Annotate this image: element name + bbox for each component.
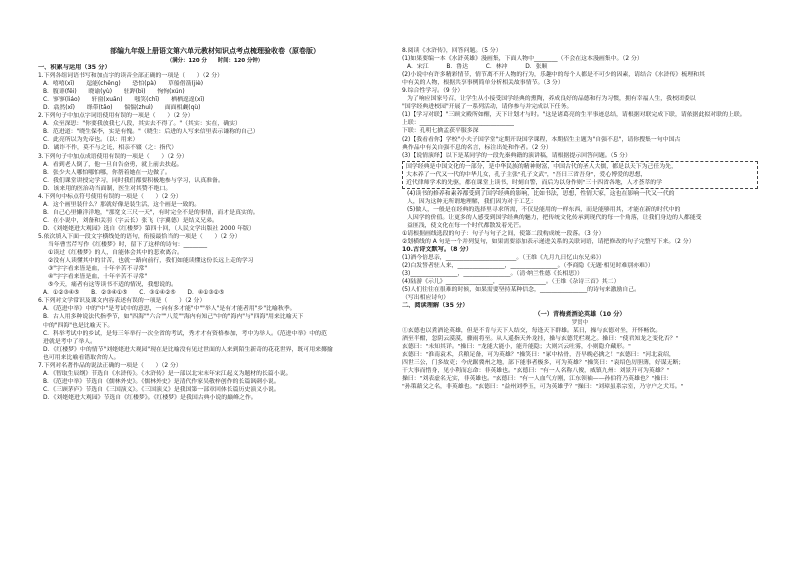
question-line: ③"字字看来皆是血，十年辛苦不寻常" bbox=[48, 266, 148, 273]
question-line: (1)酒今倍思亲，________________________。（王维《九月九日忆山东兄弟》） bbox=[402, 255, 605, 262]
question-line: (5)做人，一般是在经典的选择里寻求所需，不仅是能用的一样东西，而是能够用其，才能在新的时代中的 bbox=[407, 206, 681, 213]
passage-line: 酒至半酣，忽阴云漠漠，骤雨将至。从人遥指天外龙挂，操与玄德凭栏观之。操曰："使君知龙之变化否？" bbox=[402, 335, 679, 342]
question-line: C．此亮所以为先帝也。（以：用来） bbox=[43, 137, 139, 144]
question-line: (2)【我看看你】学校"小夫子国学堂"定期开设国学课程，本期招生主题为"自强不息"，请你搜集一句中国古 bbox=[402, 136, 681, 143]
question-line: 1.下列各组词语书写和加点字的读音全部正确的一项是（ ）（2 分） bbox=[38, 73, 224, 80]
question-line: D．翕然(xī) 绦带(tāo) 惴惴(zhuì) 面面相觑(qù) bbox=[43, 105, 201, 112]
question-line: 中有关的人物，根据共享事例简单分析相关故事情节。（3 分） bbox=[402, 80, 564, 87]
question-line: A．众至深思："你要我放我七八段，其实去不得了。"（其实：实在，确实） bbox=[43, 121, 241, 128]
question-line: 6.下列对文学常识及课文内容表述有误的一项是（ ）（2 分） bbox=[38, 298, 206, 305]
page-title: 部编九年级上册语文第六单元教材知识点考点梳理验收卷（原卷版） （满分：120 分 时间：120 分钟） bbox=[38, 46, 392, 64]
question-line: 下联：孔明七擒孟获平服多深 bbox=[402, 128, 479, 135]
question-line: B．《范进中举》节选自《儒林外史》。《儒林外史》是清代作家吴敬梓创作的长篇讽刺小说。 bbox=[43, 378, 280, 385]
question-line: C．我们课堂讲授完学习，同时我们都要积极地参与学习，认真准备。 bbox=[43, 177, 224, 184]
passage-author: 罗贯中 bbox=[571, 319, 589, 326]
question-line: 4.下列句中标点符号使用有误的一项是（ ）（2 分） bbox=[38, 193, 182, 200]
question-line: A．《智取生辰纲》节选自《水浒传》。《水浒传》是一部以北宋末年宋江起义为题材的长篇小说。 bbox=[43, 370, 292, 377]
speech-line: 国学经典是中国文化的一部分，是中华民族的精神财富，中国古代的圣人大儒，都是以天下为己任为先， bbox=[406, 163, 677, 170]
question-line: A．①②③④⑤ B．②③④①⑤ C．③①④②⑤ D．④①③②⑤ bbox=[43, 290, 225, 297]
question-line: 9.综合性学习。（9 分） bbox=[402, 88, 464, 95]
left-column bbox=[38, 64, 392, 402]
passage-line: 玄德曰："未知其详。"操曰："龙能大能小，能升能隐；大则兴云吐雾，小则隐介藏形。" bbox=[402, 343, 631, 350]
question-line: 人，因为这种无所谓地理解，我们因为对于工艺： bbox=[407, 198, 537, 205]
question-line: 10.古诗文默写。（8 分） bbox=[402, 246, 473, 254]
question-line: 为了响应国家号召，让学生从小接受国学经典的熏陶，养成良好的品德和行为习惯，拥有幸福人生，我校团委以 bbox=[407, 96, 696, 103]
question-line: C．《三顾茅庐》节选自《三国演义》。《三国演义》是我国第一部章回体长篇历史演义小说。 bbox=[43, 386, 280, 393]
passage-line: ①玄德也以煮酒论英雄，但是不肯与天下人结交，每逢天下群雄。某日，操与玄德对坐，开怀畅饮。 bbox=[402, 327, 662, 334]
right-question-list bbox=[402, 47, 758, 160]
right-column bbox=[402, 47, 758, 391]
question-line: C．科举考试中的乡试，是每三年举行一次全省的考试，秀才才有资格参加，考中为举人。《范进中举》中的范 bbox=[43, 330, 327, 337]
question-line: 2.下列句子中加点字词语使用有误的一项是（ ）（2 分） bbox=[38, 113, 194, 120]
passage-body bbox=[402, 327, 758, 391]
exam-meta: （满分：120 分 时间：120 分钟） bbox=[166, 58, 264, 64]
question-line: 人因学的价值。让更多的人感受到国学经典的魅力，把传统文化传承到现代的每一个角落，让我们身边的人都能受 bbox=[407, 214, 702, 221]
question-line: D．该来用的医治功当面制，医生对其赞不绝口。 bbox=[43, 185, 172, 192]
question-line: 当年曹雪芹写作《红楼梦》时，留下了这样的诗句：________ bbox=[48, 242, 208, 249]
passage-line: 干大事而惜身，见小利而忘命：非英雄也。"玄德曰："有一人名称八俊，威镇九州：刘景升可为英雄？" bbox=[402, 367, 670, 374]
question-line: ②没有人读懂其中的甘苦，也就一路向前行，我们如能读懂这份长远上走的学习 bbox=[48, 258, 254, 265]
speech-line: 大本养了一代又一代的中华儿女，孔子主张"孔子文武"，"吾日三省吾身"，爱心博爱的思想， bbox=[406, 171, 647, 178]
question-line: ②划横线的 A 句是一个并列复句，如果需要添加表示递进关系的关联词语，请把修改的句子完整写下来。（2 分） bbox=[402, 239, 695, 246]
question-line: A．宋江 B．鲁达 C．林冲 D．张顺 bbox=[407, 64, 548, 71]
question-line: A．《范进中举》中的"中"是考试中的意思，一向有多才能"中""举人"是有才能者用"乡"比喻秋季。 bbox=[43, 306, 296, 313]
question-line: B．腹诽(fěi) 晓谕(yù) 驻跸(bì) 恂恂(xún) bbox=[43, 89, 185, 96]
question-line: C．在小说中，刘备和关羽（字云长）张飞（字翼德）是结义兄弟。 bbox=[43, 217, 218, 224]
question-line: (3)【说情演绎】以下是某同学的一段先秦典籍的演讲稿，请根据提示回答问题。（5 分） bbox=[402, 152, 631, 159]
question-line: 3.下列句子中加点成语使用有误的一项是（ ）（2 分） bbox=[38, 153, 188, 160]
left-question-list bbox=[38, 64, 392, 402]
question-line: A．嘻嘻(xī) 逞能(chěng) 恐怕(pà) 草船借箭(jiè) bbox=[43, 81, 203, 88]
question-line: 上联：________________________________ bbox=[402, 120, 514, 127]
question-line: 7.下列对名著作品的说法正确的一项是（ ）（2 分） bbox=[38, 362, 182, 369]
question-line: D．《红楼梦》中的情节"刘姥姥进大观园"现在是比喻没有见过世面的人来到陌生新奇的花花世界，既可用来揶揄 bbox=[43, 346, 333, 353]
question-line: 典作品中有关自强不息的名言，标注出处和作者。（2 分） bbox=[402, 144, 552, 151]
question-line: (4)陆游《示儿》________________，________________。（王维《杂诗三首》其二） bbox=[402, 279, 620, 286]
question-line: B．范进道："晓生保李，实是有愧。"（晓生：后进的人写来信里表示谦称的自己） bbox=[43, 129, 259, 136]
passage-line: 玄德曰："淮南袁术，兵粮足备，可为英雄？"操笑曰："冢中枯骨，吾早晚必擒之！"玄德曰："河北袁绍， bbox=[402, 351, 675, 358]
question-line: (1)如果要编一本《水浒英雄》漫画集，下面人物中________（不会在这本漫画集中。（2 分） bbox=[402, 56, 643, 63]
question-line: D．《刘姥姥进大观园》选自《红楼梦》第四十回，（人民文学出版社 2000 年版） bbox=[43, 225, 255, 232]
right-question-list-continued bbox=[402, 190, 758, 311]
question-line: 益匪浅，使文化在每一个时代都散发着光芒。 bbox=[407, 222, 525, 229]
speech-line: 近代律师学术的先驱，都在课堂上读书，时刻自警，而后为以身作则"三十四省各地，人才荟萃的学 bbox=[406, 179, 663, 186]
question-line: C．寥寥(liáo) 轩窗(xuān) 嗤笑(chī) 栖栖遑遑(xī) bbox=[43, 97, 205, 104]
question-line: 5.依次填入下面一段文字横线处的语句，衔接最恰当的一项是（ ）（2 分） bbox=[38, 233, 241, 240]
question-line: 进就是考中了举人。 bbox=[43, 338, 97, 345]
speech-draft-box bbox=[402, 161, 758, 189]
question-line: (3)________________，________________。（清·纳兰性德《长相思》） bbox=[402, 271, 584, 278]
question-line: ④"字字看来皆是血，十年辛苦不寻常" bbox=[48, 274, 148, 281]
question-line: A．这个画里装什么？那就好像是装生活，这个画是一致的。 bbox=[43, 201, 201, 208]
passage-title: （一）青梅煮酒论英雄（10 分） bbox=[534, 310, 626, 318]
question-line: 8.阅读《水浒传》，回答问题。（5 分） bbox=[402, 48, 502, 54]
question-line: B．古人用多种说法代指季节，如"四海""六合""八荒""海内有知己"中的"海内"与"四海"用来比喻天下 bbox=[43, 314, 304, 321]
question-line: B．张少夫人哪怕哪怕哪，你帮着她在一边做了。 bbox=[43, 169, 171, 176]
question-line: (2)小说中有许多精彩情节，情节离不开人物的行为，乐趣中的每个人都是不可少的因素，请结合《水浒传》梳理和其 bbox=[402, 72, 705, 79]
question-line: "国学经典进校园"开展了一系列活动，请你参与并完成以下任务。 bbox=[402, 104, 573, 111]
speech-draft-lines bbox=[406, 163, 754, 187]
question-line: D．谲诈不作，莫不与之讬，相亲不辍（之：指代） bbox=[43, 145, 178, 152]
passage-line: 操曰："刘表虚名无实，非英雄也。"玄德曰："有一人血气方刚，江东领袖——孙伯符乃英雄也？"操曰： bbox=[402, 375, 673, 382]
question-line: ⑤今天，痛者有这等读书不适的情况，我想说的。 bbox=[48, 282, 177, 289]
passage-line: 四世三公，门多故吏；今虎踞冀州之地，部下能事者极多，可为英雄？"操笑曰："袁绍色厉胆薄，好谋无断； bbox=[402, 359, 685, 366]
question-line: (5)人们往往在很难的时候，如果需要坚持某种信念，________________的诗句来激励自己。 bbox=[402, 287, 641, 294]
question-line: (2)白发誓者驻人来，________________，________________。（李商隐《无题·相见时难别亦难》） bbox=[402, 263, 654, 270]
question-line: ①请根据画线选段的句子：句子与句子之间，使第二段构成统一段落。（3 分） bbox=[402, 231, 605, 238]
question-line: A．看到老人倒了，他一旦自告奋勇，就上前去扶起。 bbox=[43, 161, 183, 168]
question-line: D．《刘姥姥进大观园》节选自《红楼梦》。《红楼梦》是我国古典小说的巅峰之作。 bbox=[43, 394, 257, 401]
question-line: 二、阅读理解（35 分） bbox=[402, 302, 469, 310]
passage-line: "孙策藉父之名，非英雄也。"玄德曰："益州刘季玉，可为英雄乎？"操曰："刘璋虽系宗室，乃守户之犬耳。" bbox=[402, 383, 684, 390]
question-line: 也可用来比喻看错取舍的人。 bbox=[43, 354, 120, 361]
question-line: 一、积累与运用（35 分） bbox=[38, 64, 111, 71]
question-line: 中的"四海"也是比喻天下。 bbox=[43, 322, 114, 329]
question-line: (4)读书的修养和素养都受到了国学经典的影响，比如书法，思想，性情大家，这也在影响一代又一代的 bbox=[407, 190, 675, 197]
question-line: B．自己心里懒洋洋地，"那宽文三尺一天"，有时完全不是的事情，而才是真实的。 bbox=[43, 209, 259, 216]
question-line: (1)【学习对联】"三顾文殿所如醒，天下计划才与时。"这是诸葛亮的生平事迹总结，请根据对联完成下联，请依据此拟对联的上联。 bbox=[402, 112, 746, 119]
question-line: （写出相应诗句） bbox=[402, 295, 450, 302]
question-line: ①读过《红楼梦》的人，自能体会其中的悲欢离合。 bbox=[48, 250, 183, 257]
reading-passage bbox=[402, 311, 758, 391]
